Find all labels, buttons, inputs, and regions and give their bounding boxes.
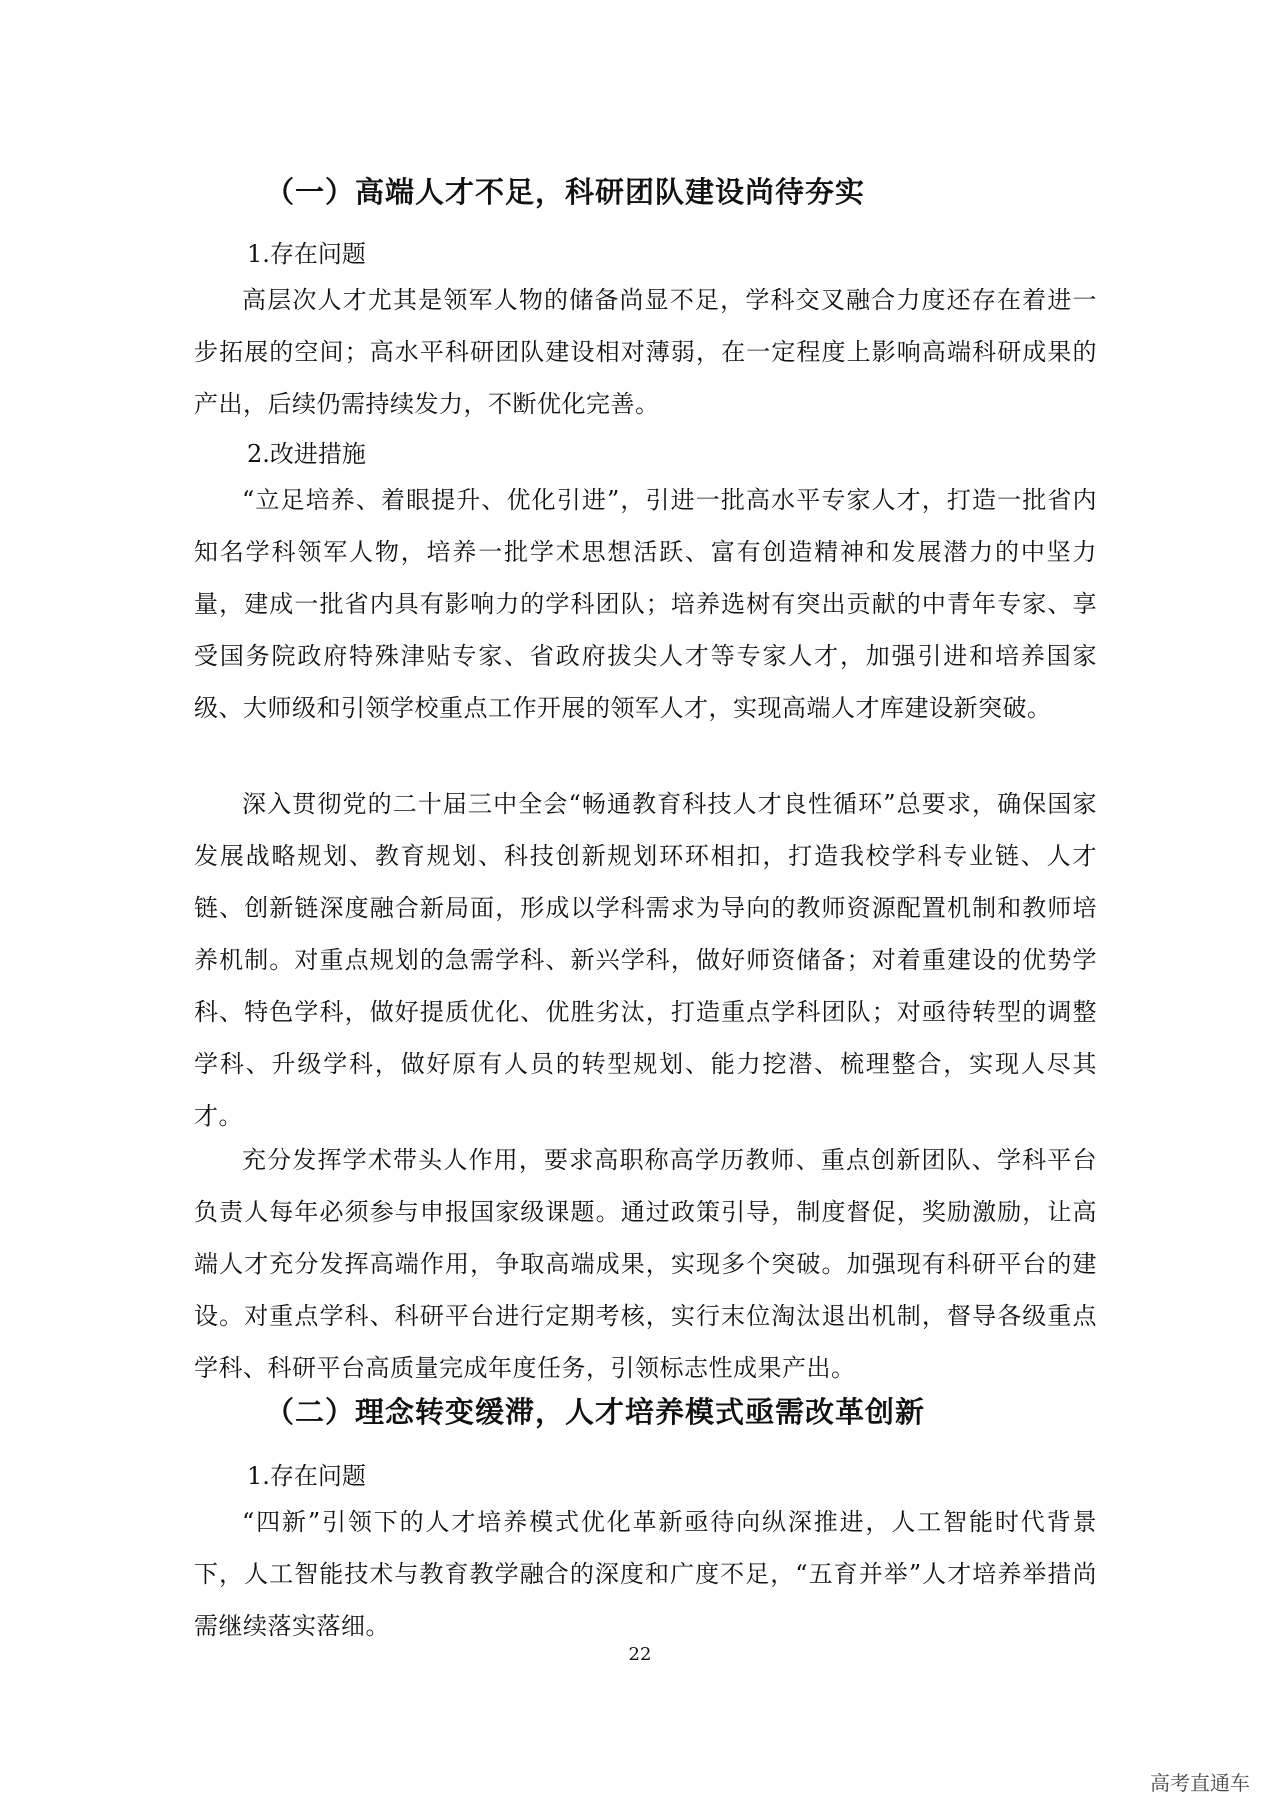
subheading-problems-2: 1.存在问题 [247,1462,366,1490]
paragraph-measures-2: 深入贯彻党的二十届三中全会“畅通教育科技人才良性循环”总要求，确保国家发展战略规划、教育规划、科技创新规划环环相扣，打造我校学科专业链、人才链、创新链深度融合新局面，形成以学科需求为导向的教师资源配置机制和教师培养机制。对重点规划的急需学科、新兴学科，做好师资储备；对着重建设的优势学科、特色学科，做好提质优化、优胜劣汰，打造重点学科团队；对亟待转型的调整学科、升级学科，做好原有人员的转型规划、能力挖潜、梳理整合，实现人尽其才。 [194,790,1097,1130]
section-heading-1: （一）高端人才不足，科研团队建设尚待夯实 [265,175,866,209]
paragraph-measures-1: “立足培养、着眼提升、优化引进”，引进一批高水平专家人才，打造一批省内知名学科领军人物，培养一批学术思想活跃、富有创造精神和发展潜力的中坚力量，建成一批省内具有影响力的学科团队；培养选树有突出贡献的中青年专家、享受国务院政府特殊津贴专家、省政府拔尖人才等专家人才，加强引进和培养国家级、大师级和引领学校重点工作开展的领军人才，实现高端人才库建设新突破。 [194,486,1097,722]
page-number: 22 [628,1644,652,1665]
watermark-text: 高考直通车 [1150,1771,1250,1795]
paragraph-problems-1: 高层次人才尤其是领军人物的储备尚显不足，学科交叉融合力度还存在着进一步拓展的空间；高水平科研团队建设相对薄弱，在一定程度上影响高端科研成果的产出，后续仍需持续发力，不断优化完善。 [194,286,1097,418]
paragraph-problems-2: “四新”引领下的人才培养模式优化革新亟待向纵深推进，人工智能时代背景下，人工智能技术与教育教学融合的深度和广度不足，“五育并举”人才培养举措尚需继续落实落细。 [194,1508,1097,1640]
paragraph-measures-3: 充分发挥学术带头人作用，要求高职称高学历教师、重点创新团队、学科平台负责人每年必须参与申报国家级课题。通过政策引导，制度督促，奖励激励，让高端人才充分发挥高端作用，争取高端成果，实现多个突破。加强现有科研平台的建设。对重点学科、科研平台进行定期考核，实行末位淘汰退出机制，督导各级重点学科、科研平台高质量完成年度任务，引领标志性成果产出。 [194,1146,1097,1382]
subheading-problems-1: 1.存在问题 [247,240,366,268]
subheading-measures-1: 2.改进措施 [247,440,366,468]
section-heading-2: （二）理念转变缓滞，人才培养模式亟需改革创新 [265,1395,926,1429]
